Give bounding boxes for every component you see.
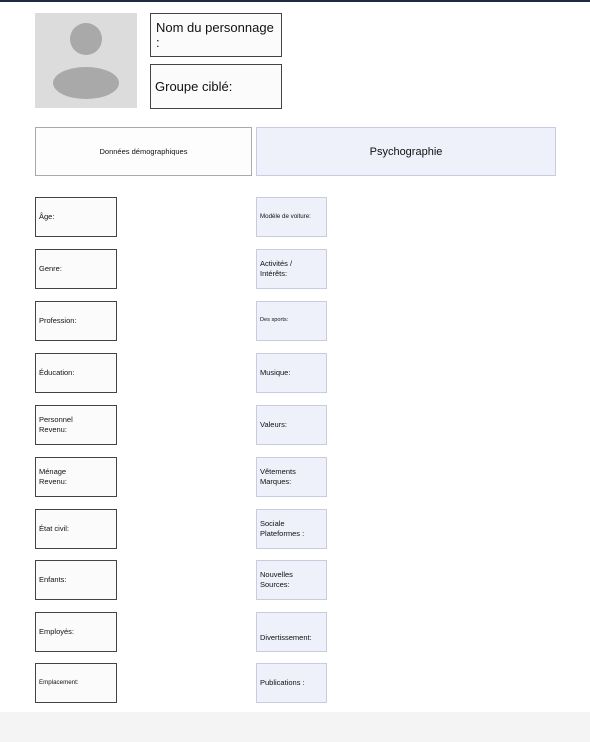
music-field[interactable] — [256, 353, 327, 393]
profession-field[interactable] — [35, 301, 117, 341]
education-label: Éducation: — [39, 367, 75, 377]
target-group-field[interactable] — [150, 64, 282, 109]
clothing-brands-label: Vêtements Marques: — [260, 466, 296, 486]
entertainment-field[interactable] — [256, 612, 327, 652]
psychographics-header — [256, 127, 556, 176]
age-field[interactable] — [35, 197, 117, 237]
employees-field[interactable] — [35, 612, 117, 652]
sports-field[interactable] — [256, 301, 327, 341]
news-sources-field[interactable] — [256, 560, 327, 600]
household-income-field[interactable] — [35, 457, 117, 497]
household-income-label: Ménage Revenu: — [39, 466, 67, 486]
values-label: Valeurs: — [260, 419, 287, 429]
persona-name-label: Nom du personnage : — [156, 20, 274, 50]
gender-label: Genre: — [39, 263, 62, 273]
values-field[interactable] — [256, 405, 327, 445]
person-icon — [35, 13, 137, 108]
profession-label: Profession: — [39, 315, 77, 325]
employees-label: Employés: — [39, 626, 75, 636]
gender-field[interactable] — [35, 249, 117, 289]
personal-income-field[interactable] — [35, 405, 117, 445]
social-platforms-field[interactable] — [256, 509, 327, 549]
education-field[interactable] — [35, 353, 117, 393]
sports-label: Des sports: — [260, 317, 289, 324]
location-field[interactable] — [35, 663, 117, 703]
publications-field[interactable] — [256, 663, 327, 703]
entertainment-label: Divertissement: — [260, 632, 312, 642]
clothing-brands-field[interactable] — [256, 457, 327, 497]
social-platforms-label: Sociale Plateformes : — [260, 518, 305, 538]
avatar-placeholder — [35, 13, 137, 108]
children-label: Enfants: — [39, 574, 67, 584]
persona-name-field[interactable] — [150, 13, 282, 57]
demographics-title: Données démographiques — [99, 147, 188, 156]
activities-interests-field[interactable] — [256, 249, 327, 289]
car-model-label: Modèle de voiture: — [260, 212, 311, 220]
activities-interests-label: Activités / Intérêts: — [260, 258, 293, 278]
car-model-field[interactable] — [256, 197, 327, 237]
publications-label: Publications : — [260, 677, 305, 687]
top-border — [0, 0, 590, 2]
location-label: Emplacement: — [39, 678, 79, 686]
marital-status-label: État civil: — [39, 523, 70, 533]
target-group-label: Groupe ciblé: — [155, 79, 233, 94]
marital-status-field[interactable] — [35, 509, 117, 549]
page-footer-strip — [0, 712, 590, 742]
music-label: Musique: — [260, 367, 291, 377]
news-sources-label: Nouvelles Sources: — [260, 569, 293, 589]
personal-income-label: Personnel Revenu: — [39, 414, 73, 434]
demographics-header — [35, 127, 252, 176]
psychographics-title: Psychographie — [369, 145, 443, 158]
age-label: Âge: — [39, 211, 55, 221]
children-field[interactable] — [35, 560, 117, 600]
